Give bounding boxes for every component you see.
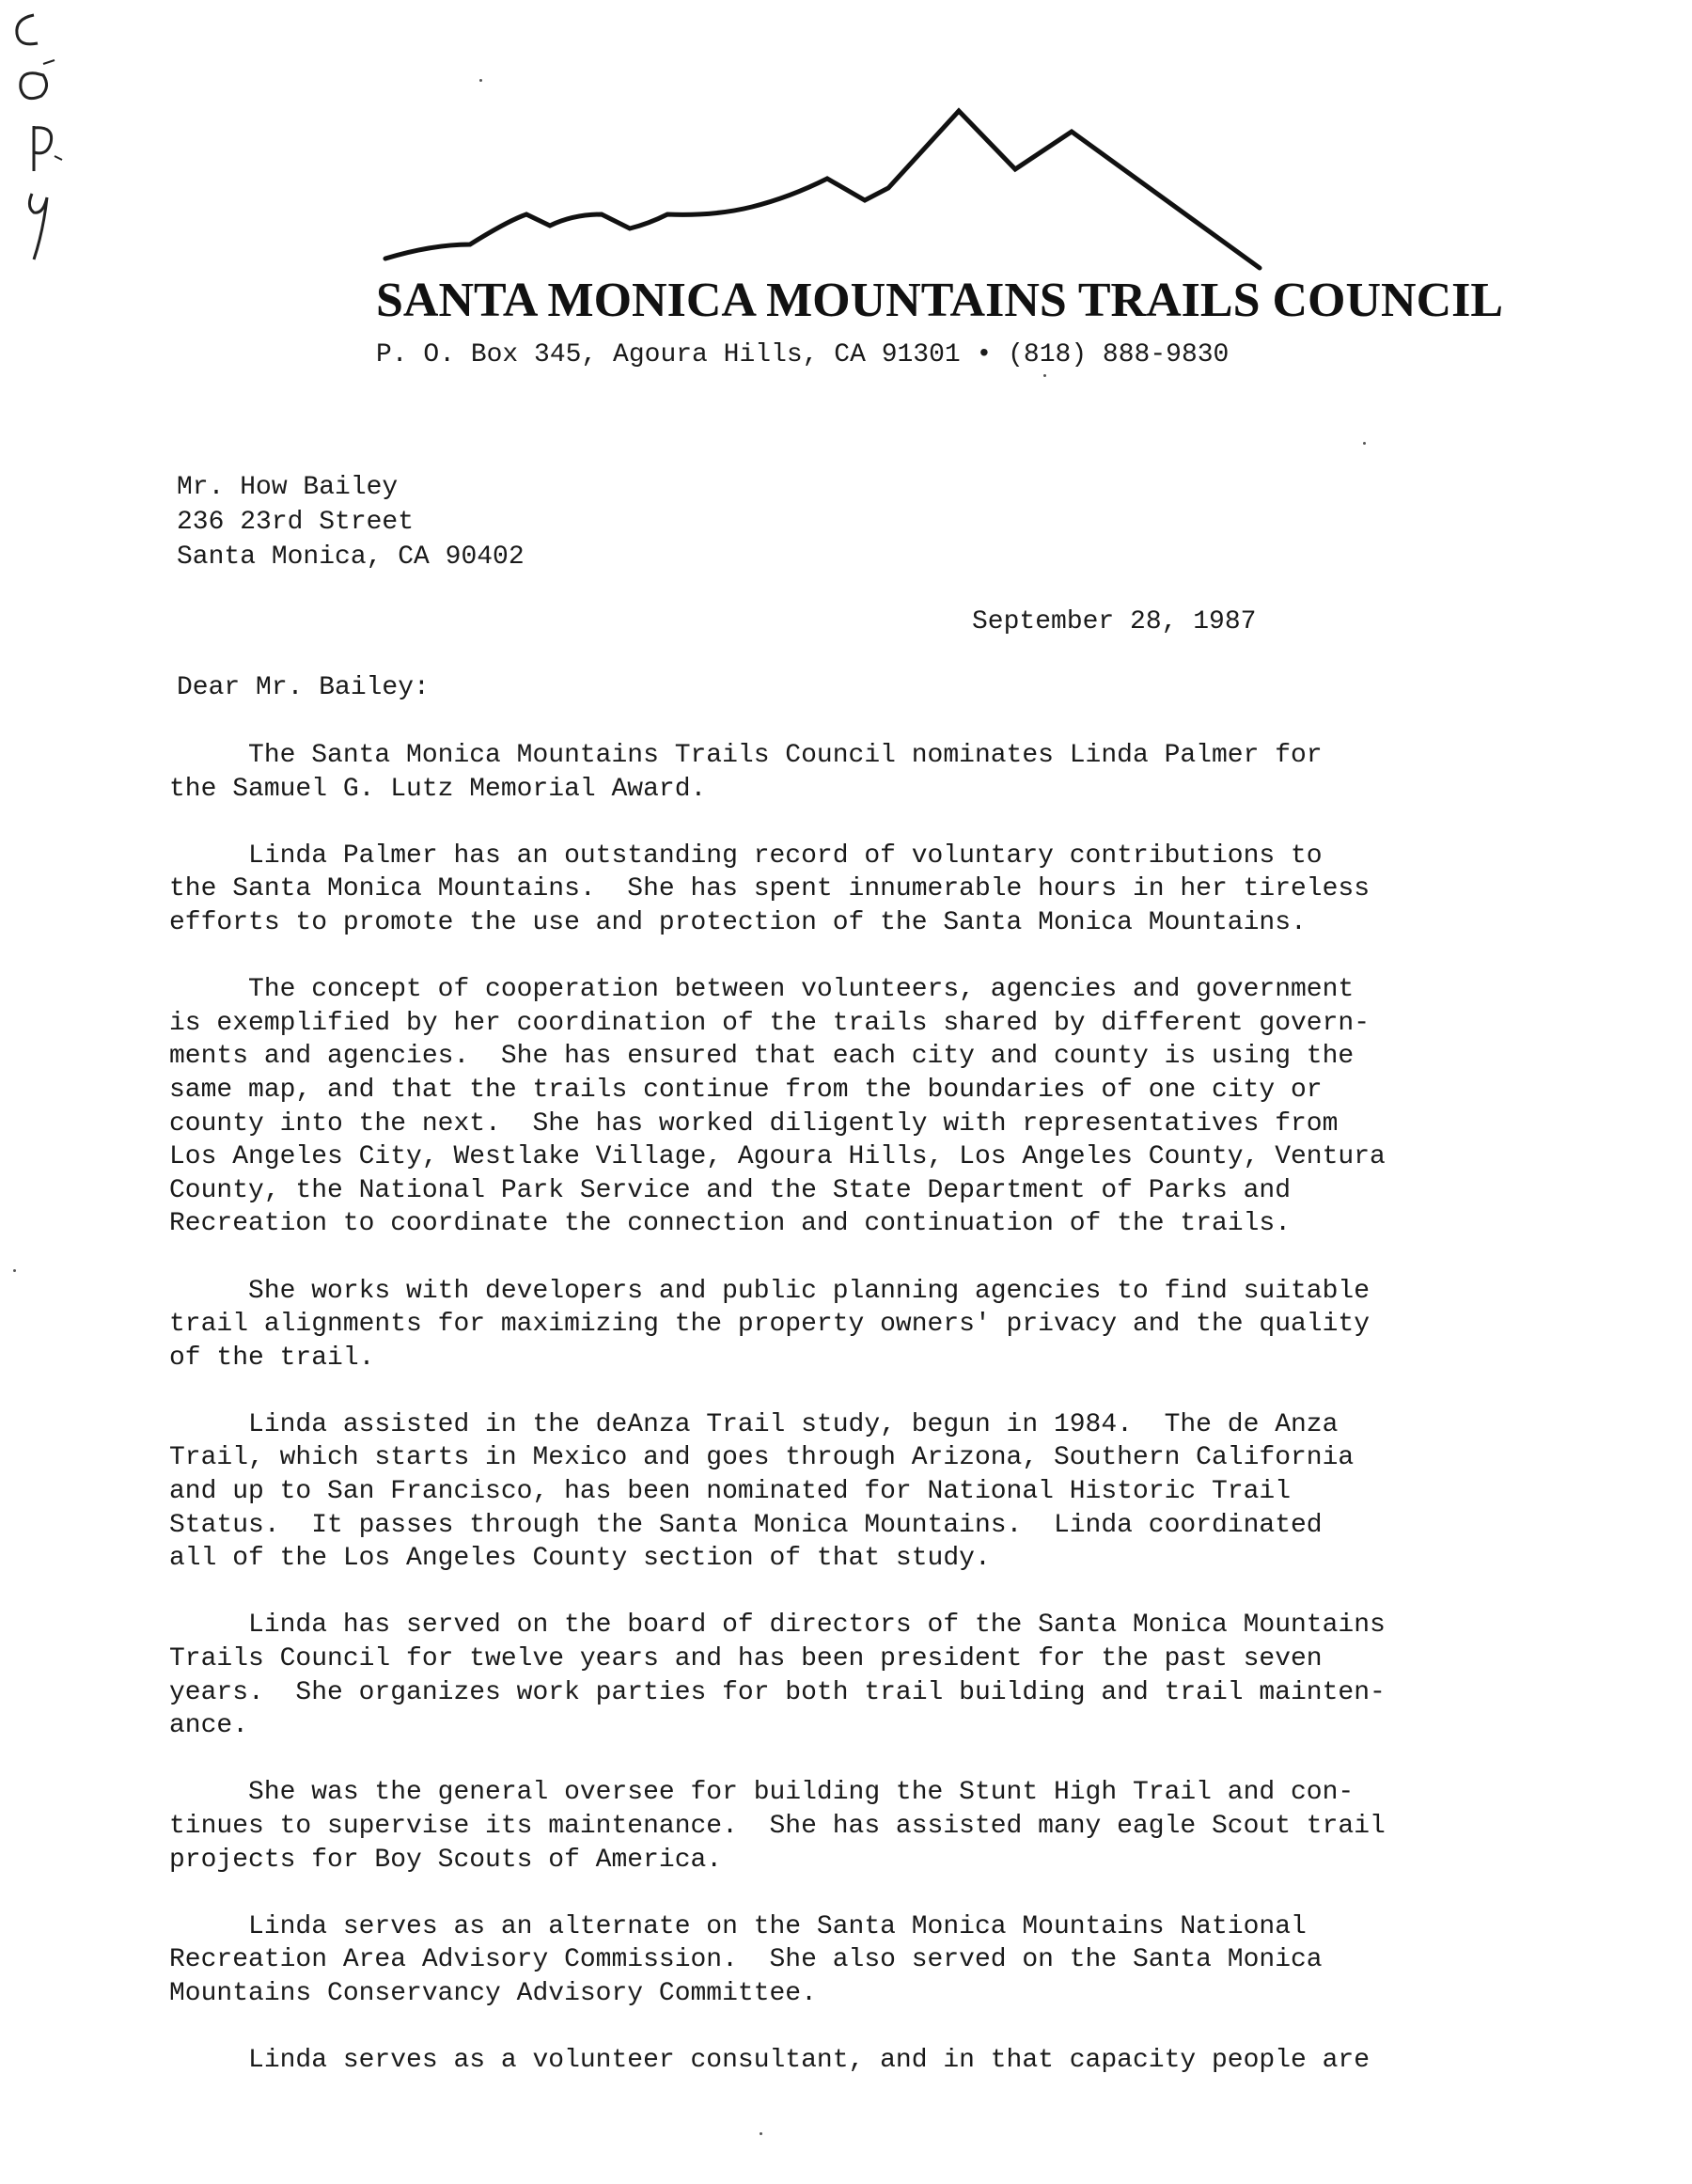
letter-body	[169, 739, 1485, 2111]
body-paragraph	[169, 1910, 1485, 2011]
paragraph-line: and up to San Francisco, has been nominated for National Historic Trail	[169, 1477, 1291, 1507]
paragraph-line: ments and agencies. She has ensured that each city and county is using the	[169, 1042, 1355, 1072]
paragraph-line: years. She organizes work parties for both trail building and trail mainten-	[169, 1677, 1386, 1707]
paragraph-line: County, the National Park Service and the State Department of Parks and	[169, 1175, 1291, 1205]
handwritten-copy-note	[6, 6, 109, 278]
salutation: Dear Mr. Bailey:	[177, 673, 430, 702]
scan-speck	[760, 2132, 762, 2135]
letterhead-contact: P. O. Box 345, Agoura Hills, CA 91301 • (818) 888-9830	[376, 340, 1230, 369]
paragraph-line: Status. It passes through the Santa Monica Mountains. Linda coordinated	[169, 1510, 1323, 1540]
paragraph-line: Linda has served on the board of directors of the Santa Monica Mountains	[169, 1611, 1386, 1641]
paragraph-line: ance.	[169, 1711, 249, 1741]
paragraph-line: county into the next. She has worked diligently with representatives from	[169, 1108, 1339, 1139]
paragraph-line: Mountains Conservancy Advisory Committee.	[169, 1978, 817, 2008]
paragraph-line: trail alignments for maximizing the property owners' privacy and the quality	[169, 1310, 1371, 1340]
recipient-address	[177, 470, 525, 574]
scan-speck	[13, 1269, 16, 1272]
paragraph-line: is exemplified by her coordination of the trails shared by different govern-	[169, 1008, 1371, 1038]
letterhead-org-name: SANTA MONICA MOUNTAINS TRAILS COUNCIL	[376, 274, 1504, 327]
recipient-city: Santa Monica, CA 90402	[177, 542, 525, 572]
paragraph-line: She was the general oversee for building the Stunt High Trail and con-	[169, 1778, 1355, 1808]
scan-speck	[479, 79, 482, 82]
paragraph-line: Los Angeles City, Westlake Village, Agoura Hills, Los Angeles County, Ventura	[169, 1142, 1386, 1172]
scan-speck	[1043, 374, 1046, 377]
body-paragraph	[169, 1408, 1485, 1576]
body-paragraph	[169, 1275, 1485, 1375]
paragraph-line: projects for Boy Scouts of America.	[169, 1845, 723, 1875]
letter-date: September 28, 1987	[972, 607, 1257, 636]
body-paragraph	[169, 840, 1485, 940]
paragraph-line: Linda serves as an alternate on the Santa Monica Mountains National	[169, 1911, 1307, 1941]
paragraph-line: Linda Palmer has an outstanding record of voluntary contributions to	[169, 841, 1323, 871]
paragraph-line: tinues to supervise its maintenance. She has assisted many eagle Scout trail	[169, 1812, 1386, 1841]
body-paragraph	[169, 739, 1485, 806]
paragraph-line: the Samuel G. Lutz Memorial Award.	[169, 774, 707, 804]
paragraph-line: The concept of cooperation between volunteers, agencies and government	[169, 975, 1355, 1005]
paragraph-line: of the trail.	[169, 1343, 375, 1373]
paragraph-line: Linda serves as a volunteer consultant, and in that capacity people are	[169, 2046, 1371, 2076]
body-paragraph	[169, 1609, 1485, 1742]
recipient-street: 236 23rd Street	[177, 508, 415, 537]
paragraph-line: Trail, which starts in Mexico and goes through Arizona, Southern California	[169, 1443, 1355, 1473]
paragraph-line: all of the Los Angeles County section of that study.	[169, 1544, 991, 1574]
scan-speck	[1363, 442, 1366, 445]
recipient-name: Mr. How Bailey	[177, 473, 399, 502]
paragraph-line: Linda assisted in the deAnza Trail study, begun in 1984. The de Anza	[169, 1409, 1339, 1439]
body-paragraph	[169, 1776, 1485, 1877]
paragraph-line: Trails Council for twelve years and has been president for the past seven	[169, 1644, 1323, 1674]
body-paragraph	[169, 973, 1485, 1241]
paragraph-line: the Santa Monica Mountains. She has spent innumerable hours in her tireless	[169, 874, 1371, 904]
body-paragraph	[169, 2044, 1485, 2078]
paragraph-line: efforts to promote the use and protection of the Santa Monica Mountains.	[169, 907, 1307, 937]
paragraph-line: same map, and that the trails continue from the boundaries of one city or	[169, 1075, 1323, 1105]
paragraph-line: Recreation to coordinate the connection and continuation of the trails.	[169, 1209, 1291, 1239]
paragraph-line: Recreation Area Advisory Commission. She also served on the Santa Monica	[169, 1945, 1323, 1975]
paragraph-line: The Santa Monica Mountains Trails Council nominates Linda Palmer for	[169, 741, 1323, 770]
paragraph-line: She works with developers and public planning agencies to find suitable	[169, 1276, 1371, 1306]
